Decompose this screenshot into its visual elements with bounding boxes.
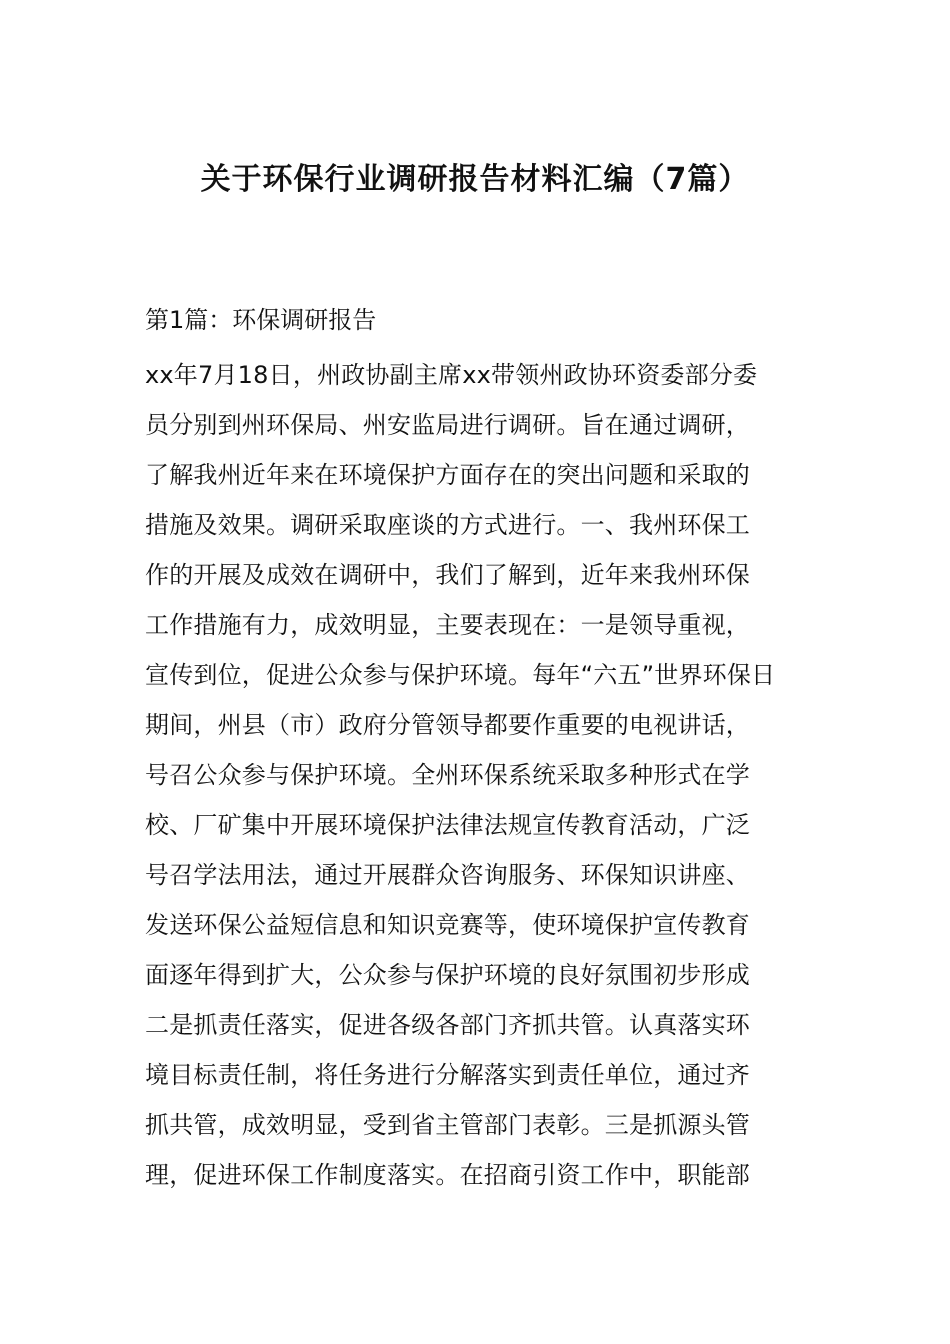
body-line: 抓共管，成效明显，受到省主管部门表彰。三是抓源头管 [145, 1111, 750, 1139]
body-line: 工作措施有力，成效明显，主要表现在：一是领导重视， [145, 611, 750, 639]
body-line: 作的开展及成效在调研中，我们了解到，近年来我州环保 [145, 561, 750, 589]
body-line: 宣传到位，促进公众参与保护环境。每年“六五”世界环保日 [145, 661, 776, 689]
body-line: 理，促进环保工作制度落实。在招商引资工作中，职能部 [145, 1161, 750, 1189]
body-line: 二是抓责任落实，促进各级各部门齐抓共管。认真落实环 [145, 1011, 750, 1039]
body-line: 面逐年得到扩大，公众参与保护环境的良好氛围初步形成 [145, 961, 750, 989]
body-line: 境目标责任制，将任务进行分解落实到责任单位，通过齐 [145, 1061, 750, 1089]
body-line: 校、厂矿集中开展环境保护法律法规宣传教育活动，广泛 [145, 811, 750, 839]
body-line: 号召公众参与保护环境。全州环保系统采取多种形式在学 [145, 761, 750, 789]
body-line: 期间，州县（市）政府分管领导都要作重要的电视讲话， [145, 711, 750, 739]
body-text [145, 350, 810, 1200]
body-line: xx年7月18日，州政协副主席xx带领州政协环资委部分委 [145, 361, 758, 389]
body-line: 了解我州近年来在环境保护方面存在的突出问题和采取的 [145, 461, 750, 489]
body-line: 员分别到州环保局、州安监局进行调研。旨在通过调研， [145, 411, 750, 439]
body-line: 号召学法用法，通过开展群众咨询服务、环保知识讲座、 [145, 861, 750, 889]
body-line: 发送环保公益短信息和知识竞赛等，使环境保护宣传教育 [145, 911, 750, 939]
section-heading: 第1篇：环保调研报告 [145, 306, 377, 334]
body-line: 措施及效果。调研采取座谈的方式进行。一、我州环保工 [145, 511, 750, 539]
document-title: 关于环保行业调研报告材料汇编（7篇） [200, 162, 750, 197]
